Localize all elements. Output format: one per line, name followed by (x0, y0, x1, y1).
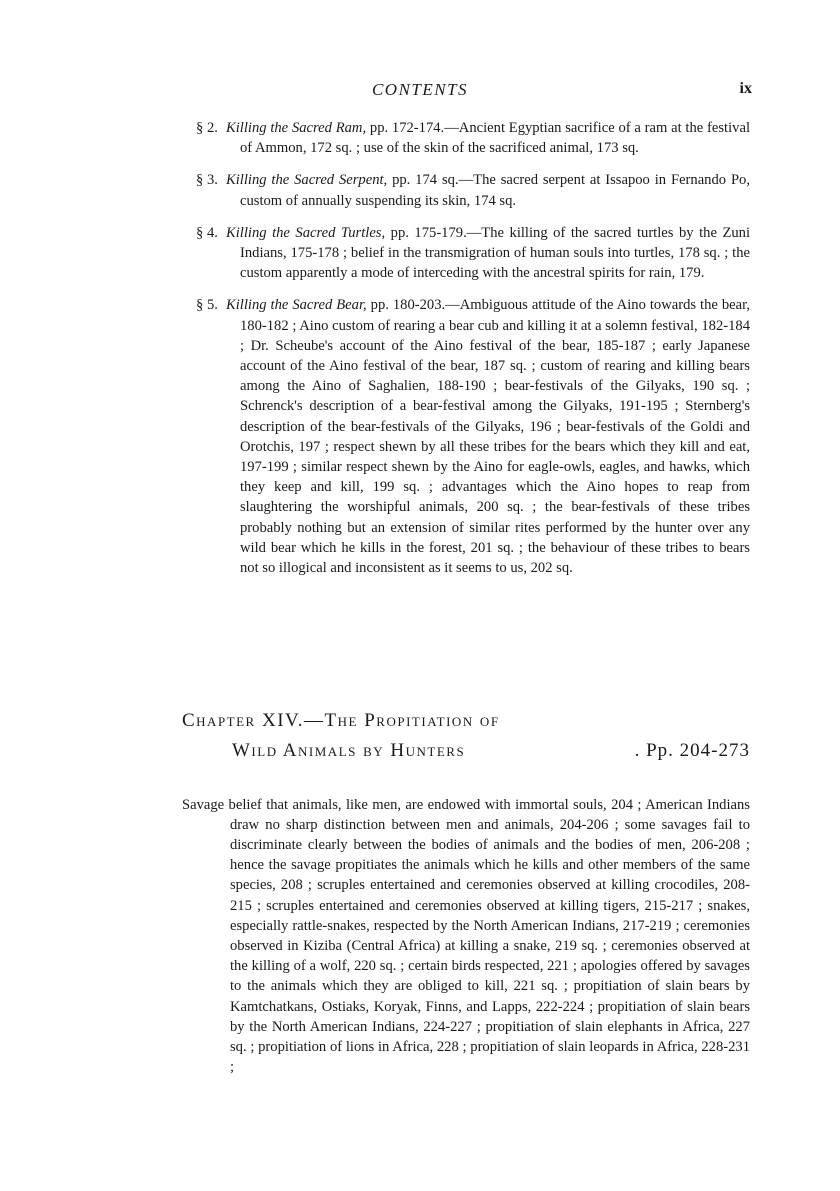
section-number: § 3. (196, 172, 218, 189)
section-text: pp. 174 sq.—The sacred serpent at Issapoo in Fernando Po, custom of annually suspending its skin, 174 sq. (240, 172, 750, 209)
section-text: pp. 175-179.—The killing of the sacred turtles by the Zuni Indians, 175-178 ; belief in the transmigration of human souls into turtles, 178 sq. ; the custom apparently a mode of interceding with the ancestral spirits for rain, 179. (240, 224, 751, 282)
running-title: CONTENTS (371, 80, 469, 99)
page-number: ix (739, 80, 752, 97)
chapter-title-line-2: Wild Animals by Hunters (232, 740, 466, 761)
section-entry (182, 170, 750, 210)
chapter-summary: Savage belief that animals, like men, are endowed with immortal souls, 204 ; American Indians draw no sharp distinction between men and animals, 204-206 ; some savages fail to discriminate clearly between the bodies of animals and the bodies of men, 206-208 ; hence the savage propitiates the animals which he kills and other members of the same species, 208 ; scruples entertained and ceremonies observed at killing crocodiles, 208-215 ; scruples entertained and ceremonies observed at killing tigers, 215-217 ; snakes, especially rattle-snakes, respected by the North American Indians, 217-219 ; ceremonies observed in Kiziba (Central Africa) at killing a snake, 219 sq. ; ceremonies observed at the killing of a wolf, 220 sq. ; certain birds respected, 221 ; apologies offered by savages to the animals which they are obliged to kill, 221 sq. ; propitiation of slain bears by Kamtchatkans, Ostiaks, Koryak, Finns, and Lapps, 222-224 ; propitiation of slain bears by the North American Indians, 224-227 ; propitiation of slain elephants in Africa, 227 sq. ; propitiation of lions in Africa, 228 ; propitiation of slain leopards in Africa, 228-231 ; (182, 796, 750, 1076)
chapter-title-line-2-wrap (182, 736, 750, 766)
section-entry (182, 118, 750, 158)
chapter-heading (182, 706, 750, 766)
running-head (0, 80, 840, 104)
section-text: pp. 180-203.—Ambiguous attitude of the Aino towards the bear, 180-182 ; Aino custom of rearing a bear cub and killing it at a solemn festival, 182-184 ; Dr. Scheube's account of the Aino festival of the bear, 185-187 ; early Japanese account of the Aino festival of the bear, 187 sq. ; custom of rearing and killing bears among the Aino of Saghalien, 188-190 ; bear-festivals of the Gilyaks, 190 sq. ; Schrenck's description of a bear-festival among the Gilyaks, 191-195 ; Sternberg's description of the bear-festivals of the Gilyaks, 196 ; bear-festivals of the Goldi and Orotchis, 197 ; respect shewn by all these tribes for the bears which they kill and eat, 197-199 ; similar respect shewn by the Aino for eagle-owls, eagles, and hawks, which they keep and kill, 199 sq. ; advantages which the Aino hopes to reap from slaughtering the worshipful animals, 200 sq. ; the bear-festivals of these tribes probably nothing but an extension of similar rites performed by the hunter over any wild bear which he kills in the forest, 201 sq. ; the behaviour of these tribes to bears not so illogical and inconsistent as it seems to us, 202 sq. (240, 297, 750, 577)
section-entry (182, 223, 750, 284)
section-entry (182, 295, 750, 578)
section-title: Killing the Sacred Ram, (226, 120, 367, 136)
section-title: Killing the Sacred Bear, (226, 297, 367, 314)
section-number: § 4. (196, 224, 218, 241)
section-number: § 2. (196, 120, 218, 136)
section-title: Killing the Sacred Serpent, (226, 172, 388, 189)
section-list (182, 118, 750, 590)
section-number: § 5. (196, 297, 218, 314)
section-title: Killing the Sacred Turtles, (226, 224, 386, 241)
chapter-page-range: . Pp. 204-273 (634, 740, 750, 761)
chapter-title-line-1: Chapter XIV.—The Propitiation of (182, 710, 500, 731)
section-text: pp. 172-174.—Ancient Egyptian sacrifice of a ram at the festival of Ammon, 172 sq. ; use of the skin of the sacrificed animal, 173 sq. (240, 120, 750, 157)
